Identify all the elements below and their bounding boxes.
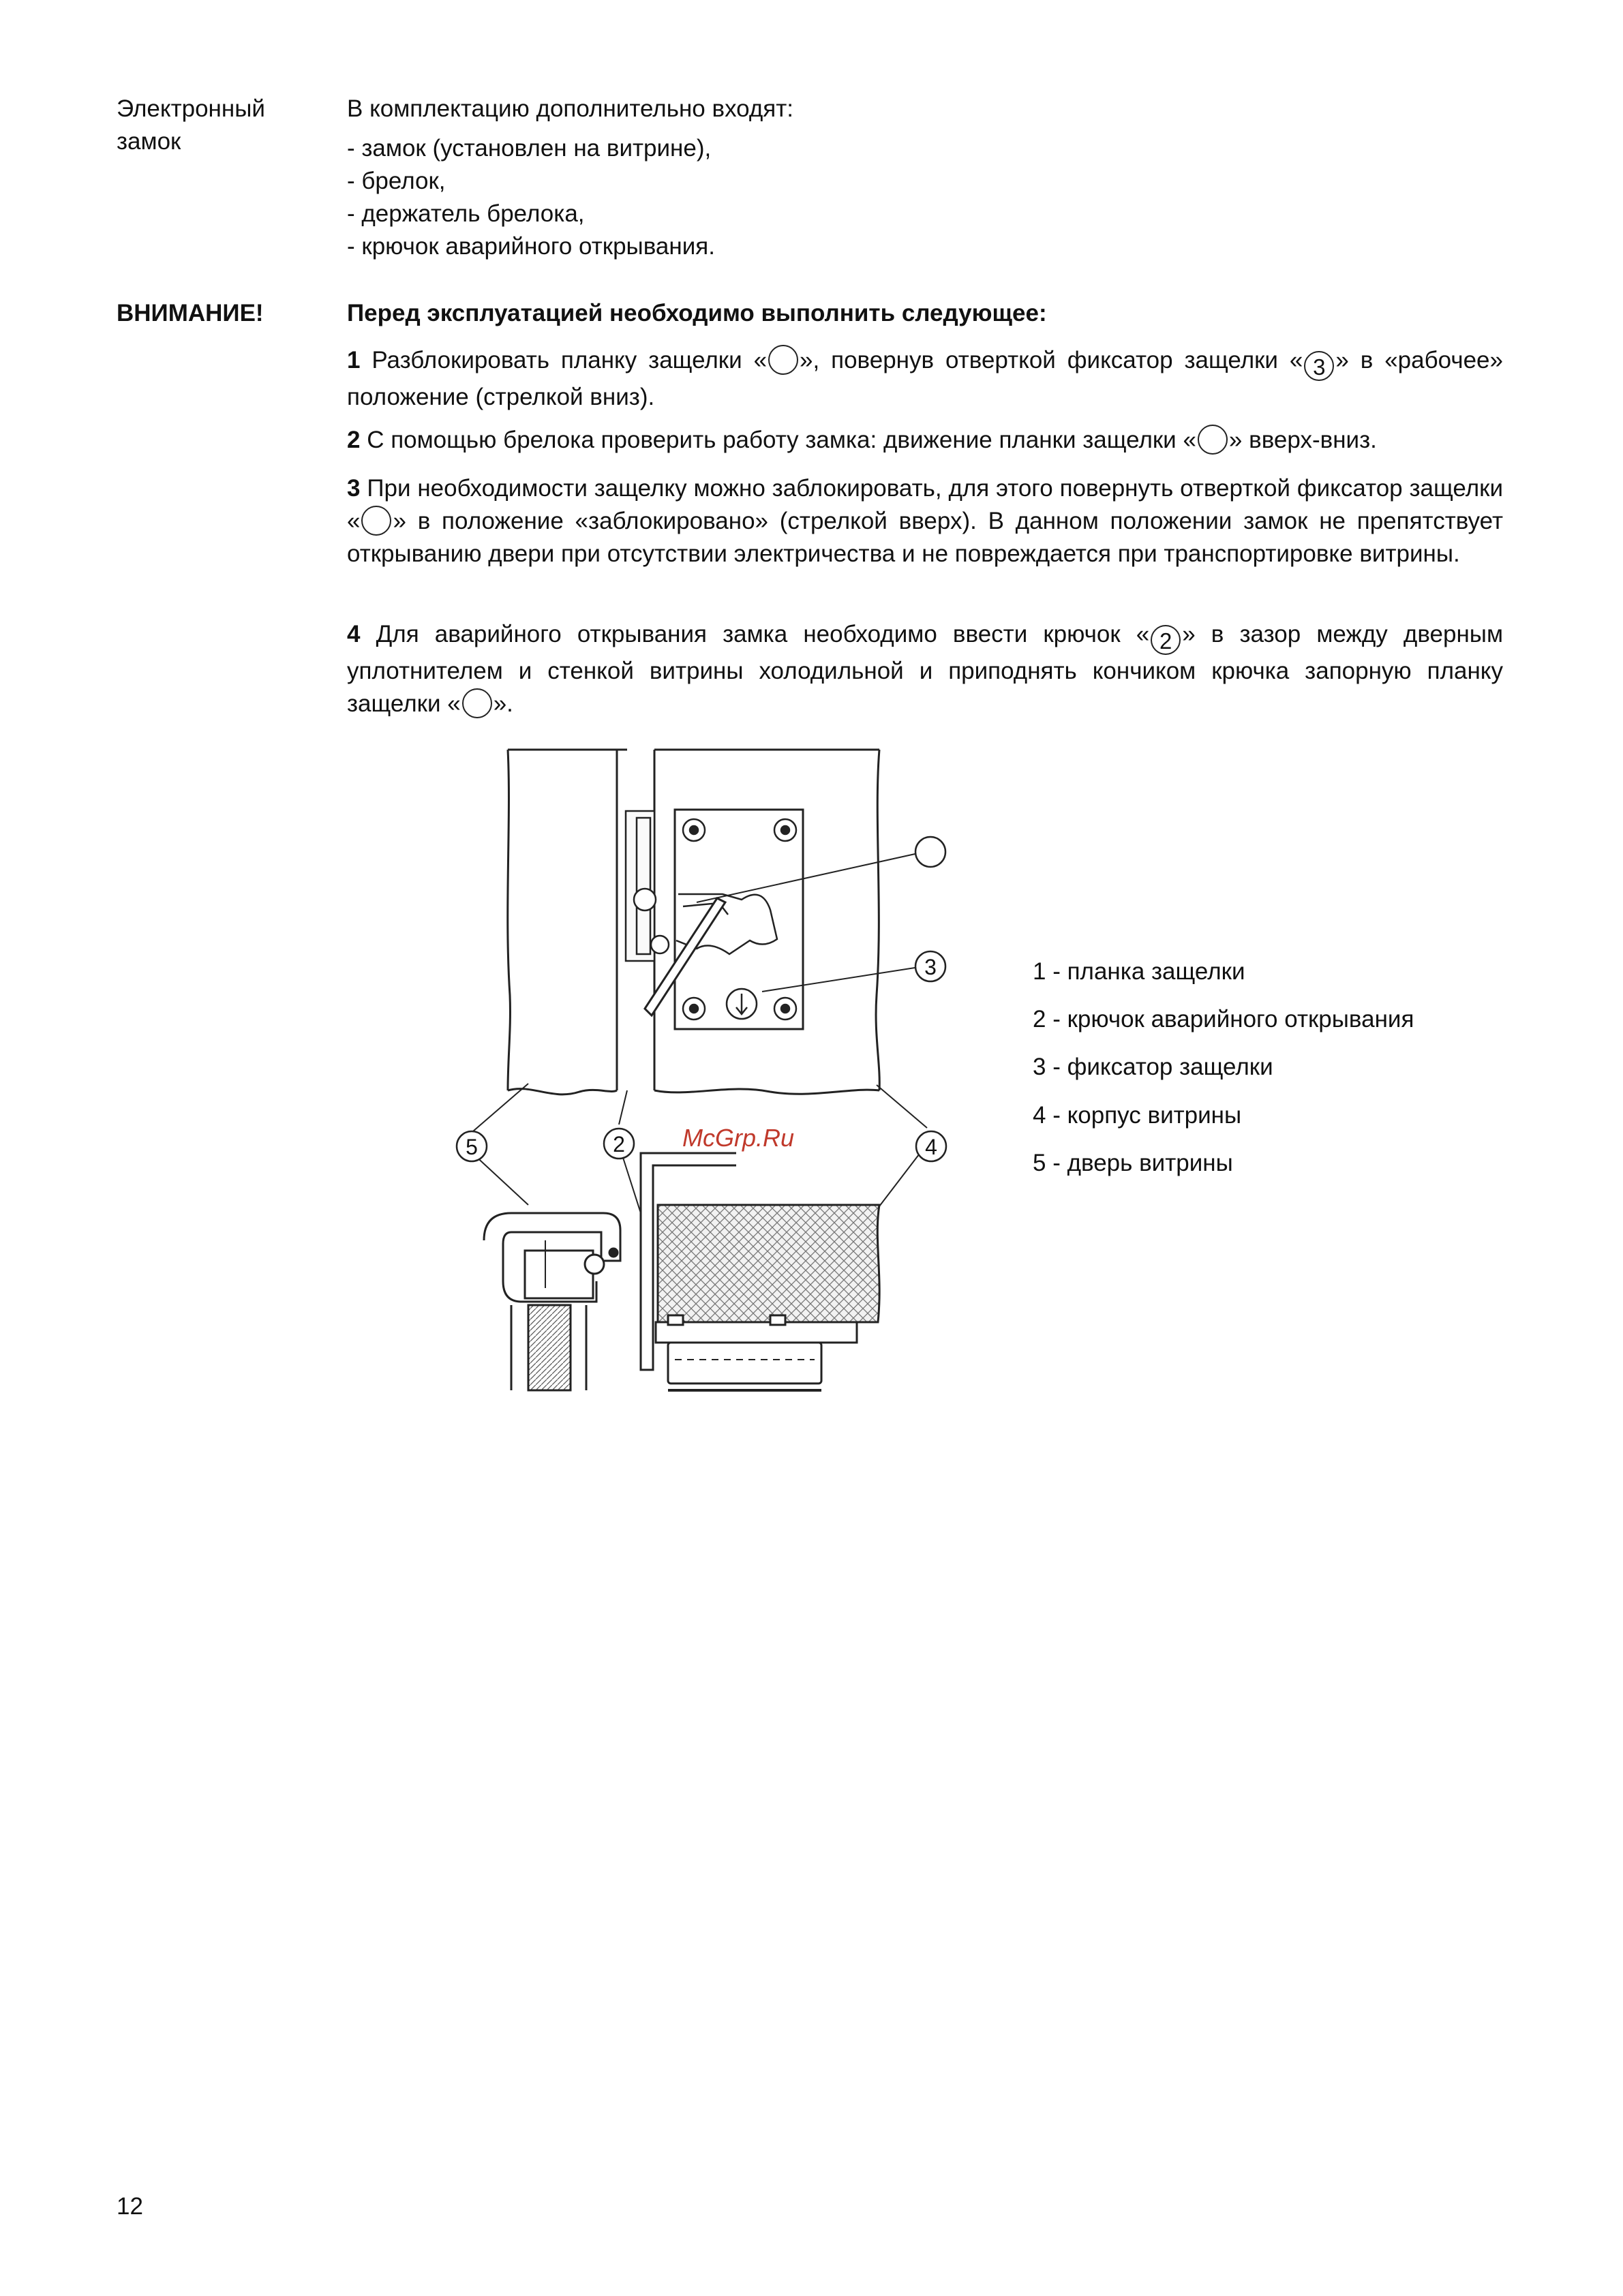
legend-item-2: 2 - крючок аварийного открывания	[1033, 1006, 1414, 1032]
callout-circle	[768, 345, 798, 375]
callout-circle	[462, 688, 492, 718]
legend-item-5: 5 - дверь витрины	[1033, 1150, 1233, 1176]
step-number: 3	[347, 475, 361, 502]
step-3: 3 При необходимости защелку можно заблокировать, для этого повернуть отверткой фиксатор защелки « » в положение «заблокировано» (стрелкой вверх). В данном положении замок не препятствует открыванию двери при отсутствии электричества и не повреждается при транспортировке витрины.	[347, 475, 1503, 567]
list-item: - замок (установлен на витрине),	[347, 135, 712, 162]
step-2: 2 С помощью брелока проверить работу замка: движение планки защелки « » вверх-вниз.	[347, 424, 1503, 457]
callout-circle: 2	[1151, 625, 1181, 655]
watermark: McGrp.Ru	[682, 1124, 795, 1152]
warning-title: Перед эксплуатацией необходимо выполнить следующее:	[347, 300, 1047, 326]
step-number: 1	[347, 347, 361, 373]
lock-diagram	[443, 736, 961, 1421]
callout-circle	[361, 506, 391, 536]
callout-3: 3	[924, 955, 937, 979]
section-label-line2: замок	[117, 128, 181, 155]
callout-circle	[1198, 425, 1228, 455]
callout-4: 4	[925, 1135, 937, 1159]
step-4: 4 Для аварийного открывания замка необходимо ввести крючок « 2 » в зазор между дверным уплотнителем и стенкой витрины холодильной и приподнять кончиком крючка запорную планку защелки « ».	[347, 621, 1504, 717]
door-panel-top	[508, 750, 627, 1095]
warning-label: ВНИМАНИЕ!	[117, 300, 264, 326]
step-number: 2	[347, 427, 361, 453]
list-item: - брелок,	[347, 168, 446, 194]
section-label-line1: Электронный	[117, 95, 265, 122]
legend-item-4: 4 - корпус витрины	[1033, 1102, 1242, 1129]
section-label	[117, 93, 265, 158]
legend-item-3: 3 - фиксатор защелки	[1033, 1054, 1273, 1080]
step-number: 4	[347, 621, 361, 647]
legend-item-1: 1 - планка защелки	[1033, 958, 1245, 985]
list-item: - крючок аварийного открывания.	[347, 233, 715, 260]
callout-circle: 3	[1304, 351, 1334, 381]
cabinet-wall-section	[656, 1205, 879, 1390]
page-number: 12	[117, 2193, 143, 2220]
door-profile	[484, 1213, 620, 1390]
intro-text: В комплектацию дополнительно входят:	[347, 95, 794, 122]
callout-5: 5	[466, 1135, 478, 1159]
callout-2: 2	[613, 1132, 625, 1157]
kit-list	[347, 132, 715, 263]
list-item: - держатель брелока,	[347, 200, 585, 227]
step-1: 1 Разблокировать планку защелки « », повернув отверткой фиксатор защелки « 3 » в «рабочее» положение (стрелкой вниз).	[347, 344, 1503, 414]
